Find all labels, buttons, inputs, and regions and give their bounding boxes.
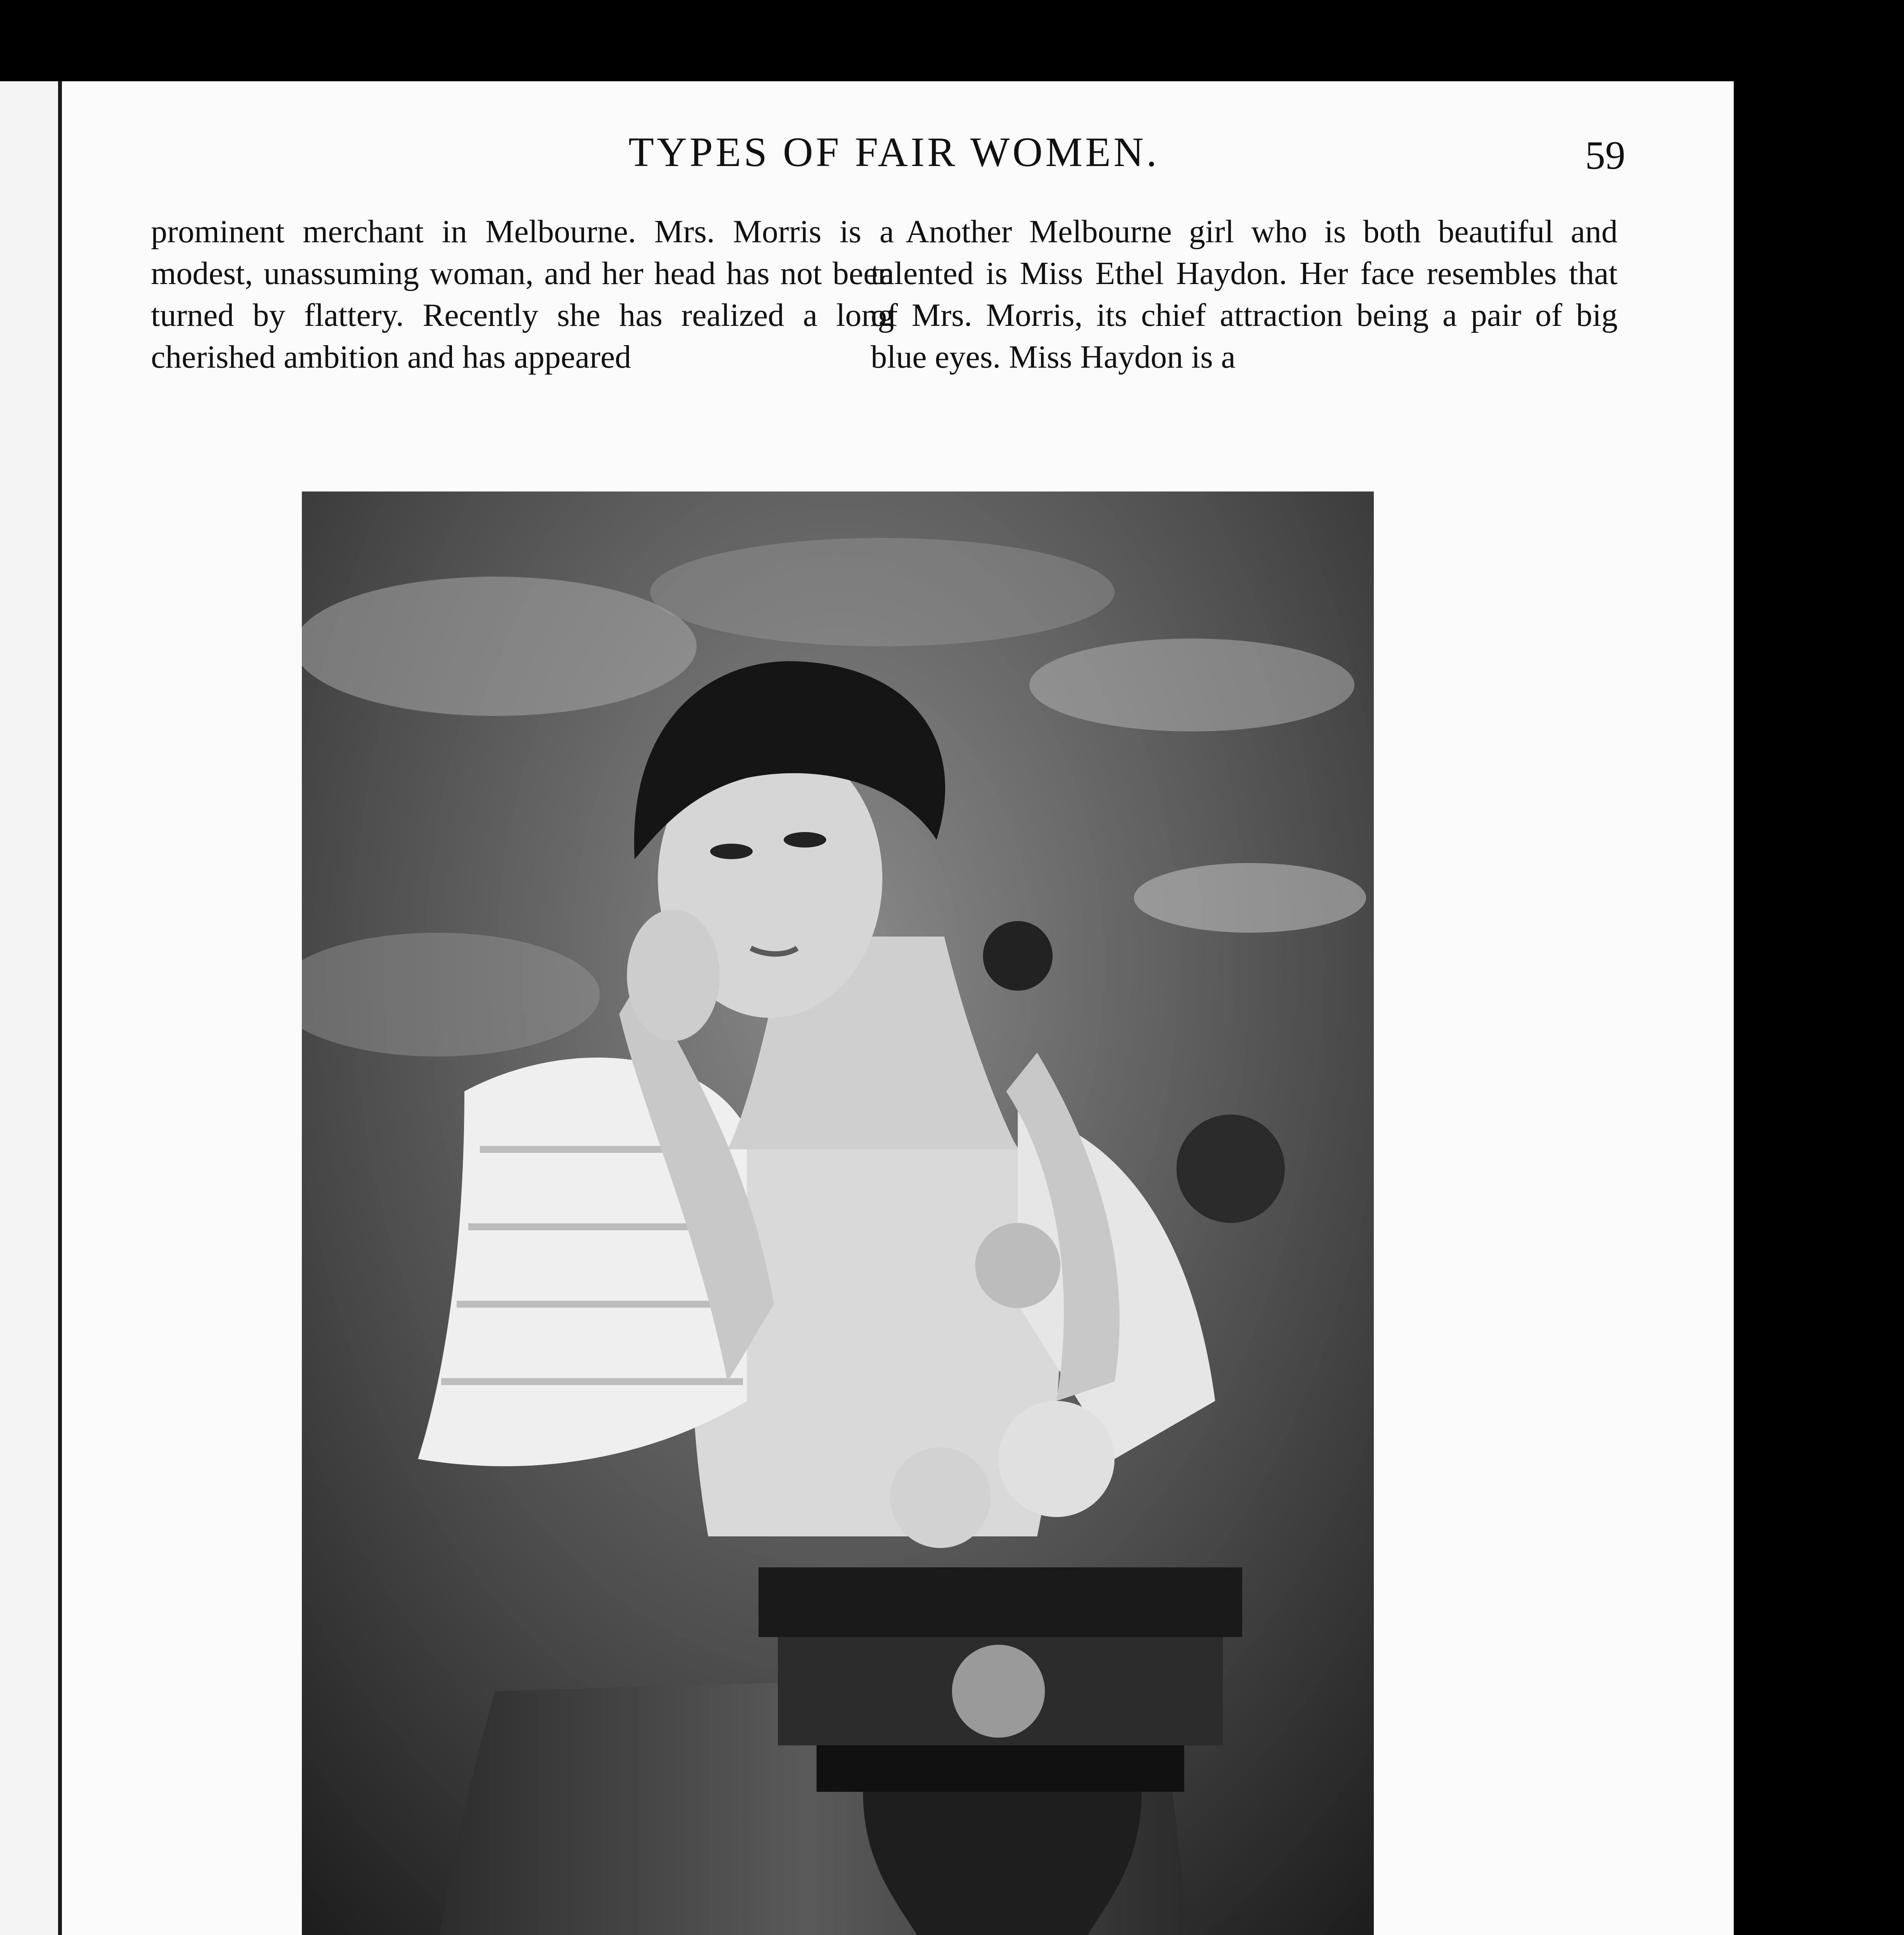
top-left-paragraph: prominent merchant in Melbourne. Mrs. Morris is a modest, unassuming woman, and her head has not been turned by flattery. Recently she has realized a long cherished ambition and has appeared bbox=[151, 214, 894, 375]
page-number: 59 bbox=[1585, 133, 1625, 178]
top-left-column bbox=[151, 211, 894, 428]
top-right-paragraph: Another Melbourne girl who is both beautiful and talented is Miss Ethel Haydon. Her face resembles that of Mrs. Morris, its chief attraction being a pair of big blue eyes. Miss Haydon is a bbox=[871, 214, 1618, 375]
adjacent-page-edge bbox=[0, 81, 63, 1935]
top-right-column bbox=[871, 211, 1618, 428]
running-header-title: TYPES OF FAIR WOMEN. bbox=[628, 129, 1160, 175]
portrait-photograph bbox=[302, 491, 1374, 1935]
